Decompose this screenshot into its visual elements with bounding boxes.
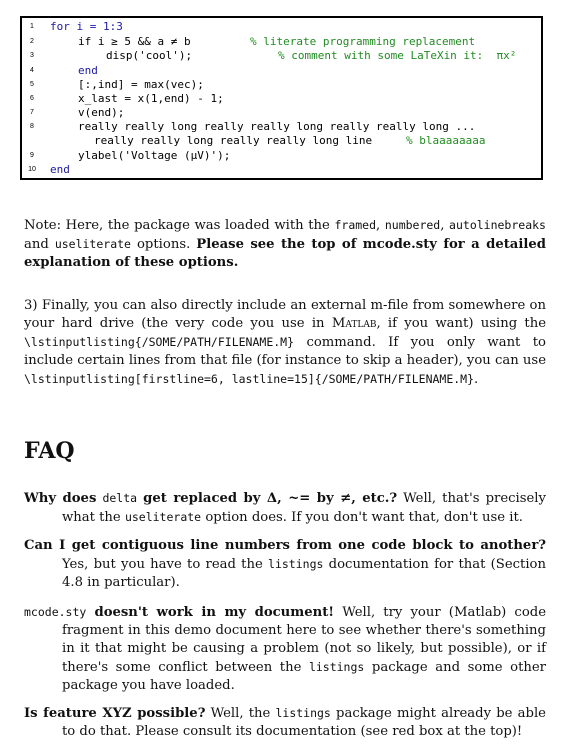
- code-line: [22, 163, 541, 177]
- note-text: options.: [136, 237, 191, 252]
- paragraph-text: command. If you only want to include certain lines from that file (for instance to skip a header), you can use: [24, 335, 546, 368]
- faq-question: doesn't work in my document!: [94, 605, 335, 620]
- option-name: autolinebreaks: [449, 218, 546, 232]
- faq-question: get replaced by Δ, ~= by ≠, etc.?: [143, 491, 398, 506]
- faq-item: [24, 537, 546, 592]
- option-name: useliterate: [54, 237, 131, 251]
- code-line: [22, 106, 541, 120]
- faq-answer: package and some other package you have loaded.: [62, 660, 546, 693]
- code-text: really really long really really long really really long ...: [78, 120, 476, 133]
- note-emphasis: Please see the top of mcode.sty for a detailed explanation of these options.: [24, 237, 546, 270]
- code-text: x_last = x(1,end) - 1;: [78, 92, 224, 105]
- faq-question: Can I get contiguous line numbers from one code block to another?: [24, 538, 546, 553]
- faq-question: Why does: [24, 491, 97, 506]
- note-text: and: [24, 237, 49, 252]
- faq-answer-code: useliterate: [124, 510, 202, 524]
- faq-answer-code: listings: [268, 557, 324, 571]
- line-number: 8: [30, 123, 34, 130]
- matlab-name: Matlab: [331, 316, 377, 331]
- code-line: [22, 35, 541, 49]
- line-number: 4: [30, 67, 34, 74]
- code-comment: % blaaaaaaaa: [406, 134, 486, 147]
- faq-item: [24, 603, 546, 695]
- faq-answer: package might already be able to do that. Please consult its documentation (see red box at the top)!: [62, 706, 546, 739]
- faq-answer-code: listings: [275, 706, 331, 720]
- code-line: [22, 49, 541, 63]
- note-text: Note: Here, the package was loaded with the: [24, 218, 330, 233]
- code-text: end: [50, 163, 70, 176]
- code-listing-box: [20, 16, 543, 180]
- code-line: [22, 20, 541, 34]
- line-number: 10: [28, 166, 36, 173]
- faq-answer-code: listings: [308, 660, 365, 674]
- code-text: if i ≥ 5 && a ≠ b: [78, 35, 191, 48]
- code-text: for i = 1:3: [50, 20, 123, 33]
- faq-answer: documentation for that (Section 4.8 in particular).: [62, 557, 546, 590]
- code-comment: % comment with some LaTeXin it: πx²: [278, 49, 517, 62]
- faq-answer: Well, try your (Matlab) code fragment in this demo document here to see whether there's something in it that might be causing a problem (not so likely, but possible), or if there's some conflict between the: [62, 605, 547, 675]
- faq-answer: option does. If you don't want that, don't use it.: [205, 510, 523, 525]
- include-file-paragraph: [24, 297, 546, 389]
- code-line: [22, 92, 541, 106]
- line-number: 2: [30, 38, 34, 45]
- latex-command: \lstinputlisting[firstline=6, lastline=15]{/SOME/PATH/FILENAME.M}: [24, 372, 475, 386]
- code-line: [22, 120, 541, 134]
- code-text: disp('cool');: [106, 49, 193, 62]
- line-number: 7: [30, 109, 34, 116]
- paragraph-text: .: [474, 372, 479, 387]
- option-name: numbered: [384, 218, 441, 232]
- line-number: 9: [30, 152, 34, 159]
- line-number: 1: [30, 23, 34, 30]
- note-paragraph: Note: Here, the package was loaded with the framed, numbered, autolinebreaks and useliterate options. Please see the top of mcode.sty for a detailed explanation of these options.: [24, 218, 546, 270]
- latex-command: \lstinputlisting{/SOME/PATH/FILENAME.M}: [24, 335, 295, 349]
- code-text: end: [78, 64, 98, 77]
- code-comment: % literate programming replacement: [250, 35, 476, 48]
- code-line: [22, 149, 541, 163]
- line-number: 5: [30, 81, 34, 88]
- faq-question-code: delta: [102, 491, 138, 505]
- line-number: 6: [30, 95, 34, 102]
- code-text: ylabel('Voltage (μV)');: [78, 149, 231, 162]
- paragraph-text: 3) Finally, you can also directly include an external m-file from somewhere on your hard drive (the very code you use in: [24, 298, 546, 331]
- code-line: [22, 134, 541, 148]
- code-text: really really long really really long line: [94, 134, 373, 147]
- faq-answer: Yes, but you have to read the: [62, 557, 263, 572]
- code-text: v(end);: [78, 106, 125, 119]
- code-text: [:,ind] = max(vec);: [78, 78, 204, 91]
- option-name: framed: [334, 218, 377, 232]
- faq-item: [24, 489, 546, 527]
- code-line: [22, 64, 541, 78]
- paragraph-text: , if you want) using the: [376, 316, 546, 331]
- faq-item: [24, 704, 546, 741]
- faq-heading: FAQ: [24, 438, 75, 464]
- line-number: 3: [30, 52, 34, 59]
- faq-answer: Well, the: [210, 706, 271, 721]
- faq-question-code: mcode.sty: [24, 605, 87, 619]
- code-line: [22, 78, 541, 92]
- faq-question: Is feature XYZ possible?: [24, 706, 206, 721]
- faq-answer: Well, that's precisely what the: [62, 491, 546, 525]
